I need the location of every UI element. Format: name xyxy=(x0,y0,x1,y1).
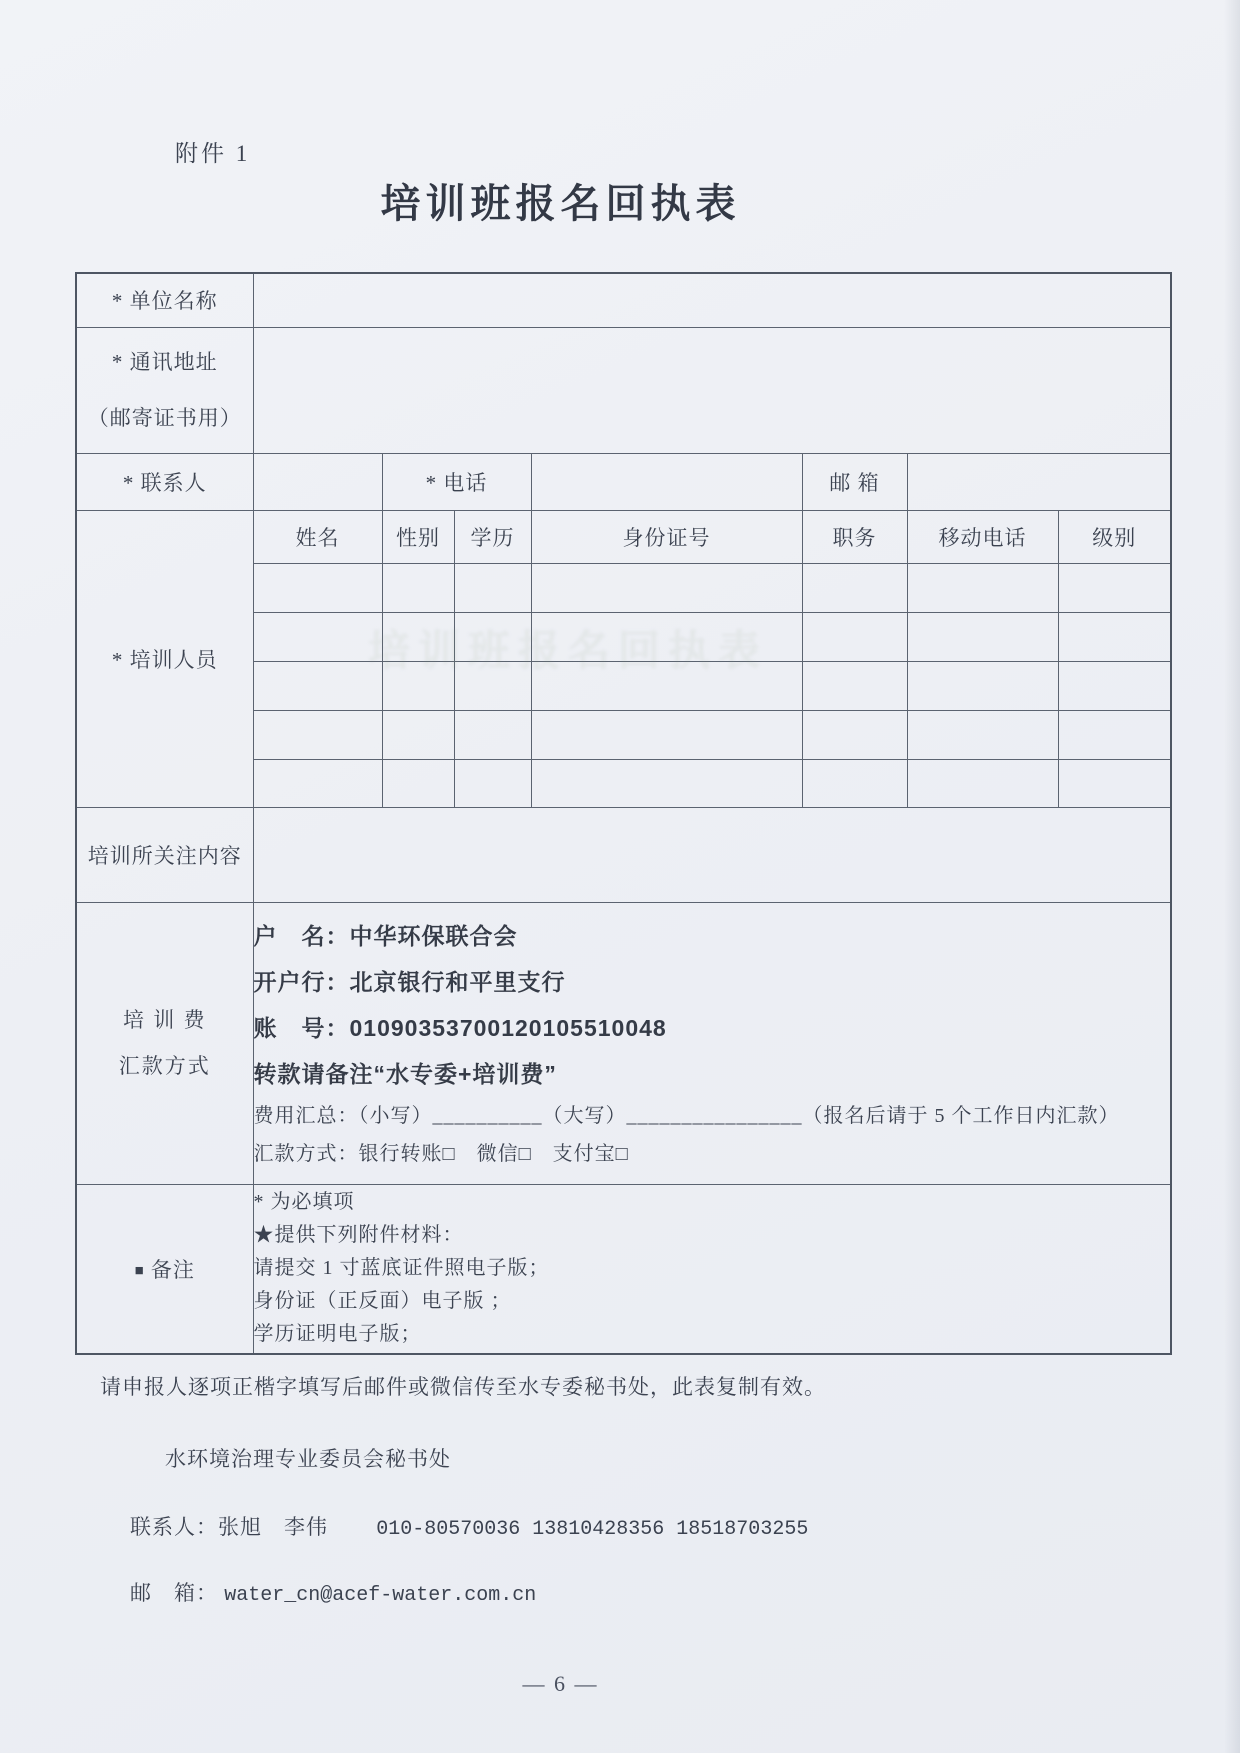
fee-bank: 开户行：北京银行和平里支行 xyxy=(253,969,566,995)
col-header-id-number: 身份证号 xyxy=(531,510,802,563)
personnel-cell xyxy=(907,710,1058,759)
fee-details-cell xyxy=(253,902,1171,1184)
square-bullet-icon: ■ xyxy=(134,1262,145,1279)
contact-person-field xyxy=(253,453,382,510)
fee-label xyxy=(76,902,253,1184)
focus-label: 培训所关注内容 xyxy=(76,807,253,902)
remark-line: 学历证明电子版； xyxy=(253,1323,422,1346)
personnel-cell xyxy=(802,661,907,710)
col-header-education: 学历 xyxy=(454,510,531,563)
contact-person-label: * 联系人 xyxy=(76,453,253,510)
personnel-cell xyxy=(531,710,802,759)
personnel-cell xyxy=(454,759,531,807)
footer-contacts-names: 联系人：张旭 李伟 xyxy=(130,1515,328,1539)
col-header-level: 级别 xyxy=(1058,510,1171,563)
phone-label: * 电话 xyxy=(382,453,531,510)
footer-contacts xyxy=(130,1511,1240,1541)
remarks-label xyxy=(76,1184,253,1354)
personnel-cell xyxy=(382,661,454,710)
scan-edge-shadow xyxy=(1224,0,1240,1753)
address-field xyxy=(253,327,1171,453)
email-field xyxy=(907,453,1171,510)
contact-row xyxy=(76,453,1171,510)
address-label xyxy=(76,327,253,453)
remarks-row xyxy=(76,1184,1171,1354)
trainees-label: * 培训人员 xyxy=(76,510,253,807)
remark-line: 请提交 1 寸蓝底证件照电子版； xyxy=(253,1257,550,1280)
personnel-cell xyxy=(802,563,907,612)
fee-payment-method-line: 汇款方式：银行转账□ 微信□ 支付宝□ xyxy=(253,1143,629,1165)
personnel-cell xyxy=(531,661,802,710)
personnel-cell xyxy=(253,710,382,759)
personnel-cell xyxy=(382,563,454,612)
fee-account-number: 账 号：01090353700120105510048 xyxy=(253,1015,667,1041)
col-header-name: 姓名 xyxy=(253,510,382,563)
personnel-cell xyxy=(253,661,382,710)
phone-field xyxy=(531,453,802,510)
personnel-cell xyxy=(531,612,802,661)
personnel-cell xyxy=(382,759,454,807)
page-number: — 6 — xyxy=(522,1671,599,1696)
email-label: 邮 箱 xyxy=(802,453,907,510)
personnel-cell xyxy=(1058,563,1171,612)
personnel-cell xyxy=(531,563,802,612)
fee-transfer-note: 转款请备注“水专委+培训费” xyxy=(253,1061,557,1087)
address-label-line1: * 通讯地址 xyxy=(111,350,218,374)
footer-email-value: water_cn@acef-water.com.cn xyxy=(224,1584,537,1607)
registration-form-table xyxy=(75,272,1172,1355)
fee-total-line: 费用汇总：（小写）__________（大写）________________（报名后请于 5 个工作日内汇款） xyxy=(253,1105,1120,1127)
focus-field xyxy=(253,807,1171,902)
personnel-cell xyxy=(802,612,907,661)
personnel-header-row xyxy=(76,510,1171,563)
personnel-cell xyxy=(907,661,1058,710)
personnel-cell xyxy=(454,563,531,612)
footer-email xyxy=(130,1577,1240,1607)
remark-line: * 为必填项 xyxy=(253,1191,355,1214)
personnel-cell xyxy=(1058,710,1171,759)
personnel-cell xyxy=(907,759,1058,807)
footer-contacts-phones: 010-80570036 13810428356 18518703255 xyxy=(376,1518,809,1541)
page-title: 培训班报名回执表 xyxy=(380,181,741,226)
personnel-cell xyxy=(907,563,1058,612)
footer-organization: 水环境治理专业委员会秘书处 xyxy=(165,1447,451,1471)
personnel-cell xyxy=(454,710,531,759)
remark-line: 身份证（正反面）电子版 ； xyxy=(253,1290,512,1313)
personnel-cell xyxy=(454,612,531,661)
personnel-cell xyxy=(1058,759,1171,807)
personnel-cell xyxy=(253,563,382,612)
col-header-gender: 性别 xyxy=(382,510,454,563)
fee-label-line2: 汇款方式 xyxy=(118,1054,211,1078)
personnel-cell xyxy=(253,759,382,807)
footer-instruction: 请申报人逐项正楷字填写后邮件或微信传至水专委秘书处，此表复制有效。 xyxy=(100,1375,826,1399)
fee-account-name: 户 名：中华环保联合会 xyxy=(253,923,518,949)
address-label-line2: （邮寄证书用） xyxy=(87,406,242,430)
personnel-cell xyxy=(531,759,802,807)
fee-row xyxy=(76,902,1171,1184)
personnel-cell xyxy=(1058,612,1171,661)
personnel-cell xyxy=(802,710,907,759)
personnel-cell xyxy=(802,759,907,807)
fee-label-line1: 培 训 费 xyxy=(123,1008,207,1032)
col-header-position: 职务 xyxy=(802,510,907,563)
personnel-cell xyxy=(253,612,382,661)
personnel-cell xyxy=(907,612,1058,661)
personnel-cell xyxy=(382,710,454,759)
unit-name-label: * 单位名称 xyxy=(76,273,253,327)
remarks-cell xyxy=(253,1184,1171,1354)
remark-line: ★提供下列附件材料： xyxy=(253,1224,464,1247)
personnel-cell xyxy=(454,661,531,710)
personnel-cell xyxy=(1058,661,1171,710)
footer-email-label: 邮 箱： xyxy=(130,1581,218,1605)
focus-row xyxy=(76,807,1171,902)
unit-name-row xyxy=(76,273,1171,327)
address-row xyxy=(76,327,1171,453)
unit-name-field xyxy=(253,273,1171,327)
attachment-label: 附件 1 xyxy=(175,141,251,166)
col-header-mobile: 移动电话 xyxy=(907,510,1058,563)
remarks-label-text: 备注 xyxy=(150,1257,195,1282)
personnel-cell xyxy=(382,612,454,661)
bleed-through-ghost: 培训班报名回执表 xyxy=(368,629,769,675)
